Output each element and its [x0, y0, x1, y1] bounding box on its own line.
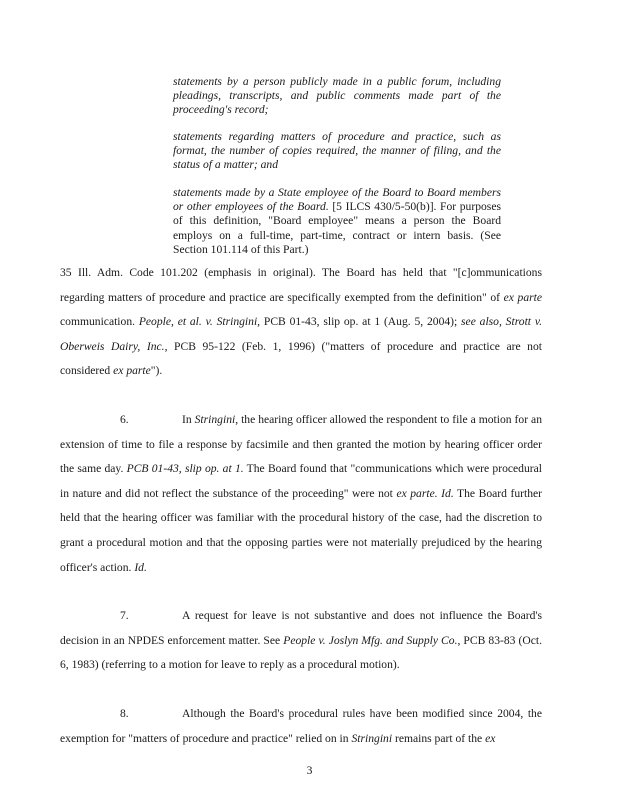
paragraph-continuation [60, 261, 542, 384]
italic-run: ex parte [503, 290, 542, 304]
quote-item-procedure-statements [173, 130, 501, 173]
case-citation: PCB 01-43, slip op. at 1. [126, 462, 244, 476]
italic-run: ex [485, 731, 496, 745]
text-run: remains part of the [392, 731, 486, 745]
quote-item-text: statements by a person publicly made in a public forum, including pleadings, transcripts, and public comments made part of the proceeding's record; [173, 75, 501, 117]
quote-item-italic-text: statements made by a State employee of the Board to Board members or other employees of the Board. [173, 186, 501, 214]
text-run: , the hearing officer allowed the respondent to file a motion for an extension of time to file a response by facsimile and then granted the motion by hearing officer order the same day. [60, 413, 542, 476]
paragraph-7 [60, 604, 542, 678]
paragraph-number: 7. [120, 609, 129, 622]
italic-run: ex parte [113, 364, 151, 378]
paragraph-number: 8. [120, 707, 129, 720]
case-citation: see also, Strott v. Oberweis Dairy, Inc. [60, 315, 543, 353]
quote-item-employee-statements [173, 186, 501, 257]
quote-item-text: statements regarding matters of procedure and practice, such as format, the number of copies required, the manner of filing, and the status of a matter; and [173, 130, 501, 172]
case-name: Stringini [194, 413, 236, 426]
text-run: In [182, 413, 195, 426]
paragraph-6 [60, 408, 542, 580]
paragraph-number: 6. [120, 413, 129, 426]
text-run: , PCB 83-83 (Oct. 6, 1983) (referring to a motion for leave to reply as a procedural motion). [60, 633, 542, 672]
text-run: , PCB 01-43, slip op. at 1 (Aug. 5, 2004); [257, 315, 462, 329]
quote-item-public-statements [173, 75, 501, 118]
text-run: The Board found that "communications which were procedural in nature and did not reflect the substance of the proceeding" were not [60, 462, 542, 500]
text-run: Although the Board's procedural rules have been modified since 2004, the exemption for "matters of procedure and practice" relied on in [60, 707, 542, 745]
case-citation: People, et al. v. Stringini [138, 315, 258, 329]
text-run: communication. [60, 315, 139, 329]
case-citation: People v. Joslyn Mfg. and Supply Co. [283, 633, 458, 647]
text-run: The Board further held that the hearing officer was familiar with the procedural history of the case, had the discretion to grant a procedural motion and that the opposing parties were not materially prejudiced by the hearing officer's action. [60, 486, 543, 574]
page-number: 3 [306, 764, 313, 777]
text-run: , PCB 95-122 (Feb. 1, 1996) ("matters of procedure and practice are not considered [60, 339, 542, 378]
quote-item-text: [5 ILCS 430/5-50(b)]. For purposes of this definition, "Board employee" means a person the Board employs on a full-time, part-time, contract or intern basis. (See Section 101.114 of this Part.) [173, 200, 501, 256]
text-run: A request for leave is not substantive and does not influence the Board's decision in an NPDES enforcement matter. See [60, 609, 542, 647]
italic-run: ex parte. [396, 486, 438, 500]
case-name: Stringini [351, 731, 393, 745]
id-citation: Id. [441, 486, 454, 500]
id-citation: Id. [134, 560, 147, 574]
text-run: "). [150, 364, 163, 378]
paragraph-8 [60, 702, 542, 751]
text-run: 35 Ill. Adm. Code 101.202 (emphasis in original). The Board has held that "[c]ommunications regarding matters of procedure and practice are specifically exempted from the definition" of [60, 266, 542, 304]
